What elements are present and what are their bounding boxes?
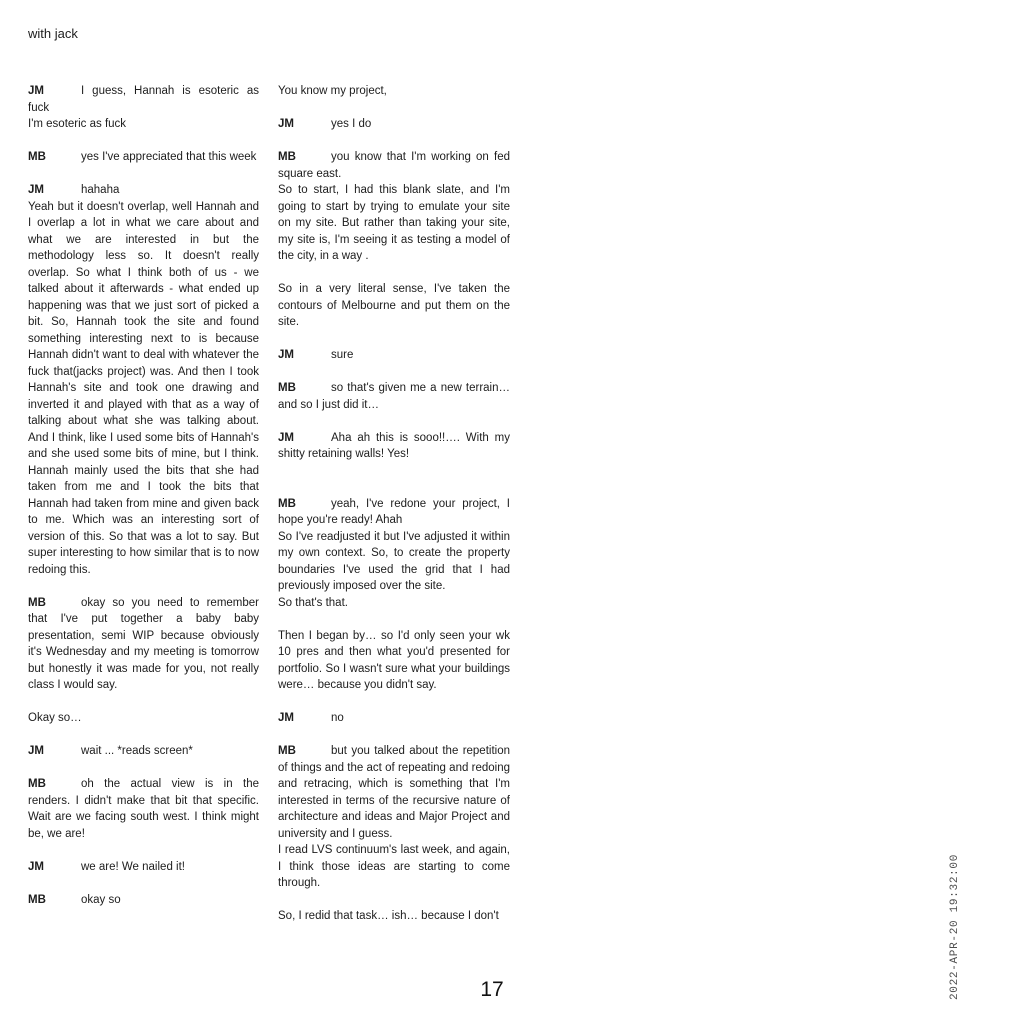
- page-header-title: with jack: [28, 26, 78, 41]
- speaker-label: MB: [278, 745, 296, 757]
- transcript-paragraph: So that's that.: [278, 596, 348, 609]
- transcript-paragraph: JM sure: [278, 347, 510, 364]
- transcript-paragraph: JM I guess, Hannah is esoteric as fuck: [28, 85, 259, 114]
- transcript-paragraph: I read LVS continuum's last week, and again, I think those ideas are starting to come through.: [278, 844, 510, 889]
- speaker-label: JM: [28, 184, 44, 196]
- transcript-block: [28, 149, 259, 166]
- transcript-block: [278, 149, 510, 331]
- transcript-paragraph: MB okay so you need to remember that I've put together a baby baby presentation, semi WIP because obviously it's Wednesday and my meeting is tomorrow but honestly it was made for you, not really class I would say.: [28, 596, 259, 691]
- speaker-label: JM: [28, 745, 44, 757]
- transcript-block: [28, 743, 259, 760]
- transcript-paragraph: Yeah but it doesn't overlap, well Hannah and I overlap a lot in what we care about and what we are interested in but the methodology less so. It doesn't really overlap. So what I think both of us - we talked about it afterwards - what ended up happening was that we just sort of picked a bit. So, Hannah took the site and found something interesting next to is because Hannah didn't want to deal with whatever the fuck that(jacks project) was. And then I took Hannah's site and took one drawing and inverted it and played with that as a way of talking about what she was talking about. And I think, like I used some bits of Hannah's and she used some bits of mine, but I think. Hannah mainly used the bits that she had taken from me and I took the bits that Hannah had taken from mine and given back to me. Which was an interesting sort of version of this. So that was a lot to say. But super interesting to how similar that is to now redoing this.: [28, 200, 259, 576]
- transcript-block: [278, 710, 510, 727]
- speaker-label: JM: [278, 349, 294, 361]
- speaker-label: JM: [278, 712, 294, 724]
- transcript-block: [28, 776, 259, 842]
- speaker-label: JM: [278, 431, 294, 444]
- transcript-column-left: [28, 83, 259, 908]
- transcript-paragraph: JM wait ... *reads screen*: [28, 743, 259, 760]
- transcript-paragraph: MB okay so: [28, 892, 259, 909]
- transcript-paragraph: So to start, I had this blank slate, and I'm going to start by trying to emulate your site on my site. But rather than taking your site, my site is, I'm seeing it as testing a model of the city, in a way .: [278, 184, 510, 262]
- timestamp-sidebar: 2022-APR-20 19:32:00: [949, 853, 961, 1000]
- transcript-block: [28, 892, 259, 909]
- speaker-label: MB: [28, 151, 46, 163]
- transcript-paragraph: MB oh the actual view is in the renders. I didn't make that bit that specific. Wait are we facing south west. I think might be, we are!: [28, 778, 259, 840]
- transcript-block: [28, 595, 259, 727]
- transcript-paragraph: Then I began by… so I'd only seen your wk 10 pres and then what you'd presented for portfolio. So I wasn't sure what your buildings were… because you didn't say.: [278, 629, 510, 691]
- speaker-label: JM: [278, 118, 294, 130]
- transcript-paragraph: JM no: [278, 710, 510, 727]
- transcript-block: [278, 83, 510, 100]
- transcript-paragraph: MB so that's given me a new terrain… and so I just did it…: [278, 382, 510, 411]
- transcript-paragraph: JM we are! We nailed it!: [28, 859, 259, 876]
- speaker-label: JM: [28, 860, 44, 873]
- transcript-paragraph: So in a very literal sense, I've taken the contours of Melbourne and put them on the site.: [278, 283, 510, 328]
- speaker-label: MB: [28, 596, 46, 609]
- transcript-paragraph: MB yes I've appreciated that this week: [28, 149, 259, 166]
- transcript-column-right: [278, 83, 510, 925]
- transcript-paragraph: MB yeah, I've redone your project, I hope you're ready! Ahah: [278, 497, 510, 526]
- transcript-block: [278, 743, 510, 925]
- transcript-paragraph: JM Aha ah this is sooo!!…. With my shitty retaining walls! Yes!: [278, 431, 510, 460]
- transcript-paragraph: MB you know that I'm working on fed square east.: [278, 151, 510, 180]
- transcript-block: [278, 430, 510, 463]
- transcript-paragraph: Okay so…: [28, 712, 82, 724]
- transcript-block: [28, 83, 259, 133]
- speaker-label: MB: [278, 497, 296, 510]
- speaker-label: MB: [278, 151, 296, 163]
- speaker-label: MB: [28, 893, 46, 906]
- transcript-paragraph: You know my project,: [278, 85, 387, 97]
- transcript-paragraph: JM yes I do: [278, 116, 510, 133]
- speaker-label: MB: [278, 382, 296, 394]
- transcript-paragraph: So I've readjusted it but I've adjusted it within my own context. So, to create the property boundaries I've used the grid that I had previously imposed over the site.: [278, 530, 510, 592]
- transcript-block: [28, 182, 259, 578]
- transcript-block: [278, 347, 510, 364]
- speaker-label: MB: [28, 778, 46, 790]
- transcript-block: [278, 116, 510, 133]
- speaker-label: JM: [28, 85, 44, 97]
- transcript-paragraph: I'm esoteric as fuck: [28, 118, 127, 130]
- transcript-paragraph: JM hahaha: [28, 182, 259, 199]
- transcript-block: [28, 859, 259, 876]
- page-number: 17: [480, 978, 504, 1001]
- transcript-paragraph: So, I redid that task… ish… because I don't: [278, 910, 499, 922]
- transcript-block: [278, 496, 510, 694]
- transcript-block: [278, 380, 510, 413]
- transcript-paragraph: MB but you talked about the repetition of things and the act of repeating and redoing and retracing, which is something that I'm interested in terms of the recursive nature of architecture and ideas and Major Project and university and I guess.: [278, 745, 510, 840]
